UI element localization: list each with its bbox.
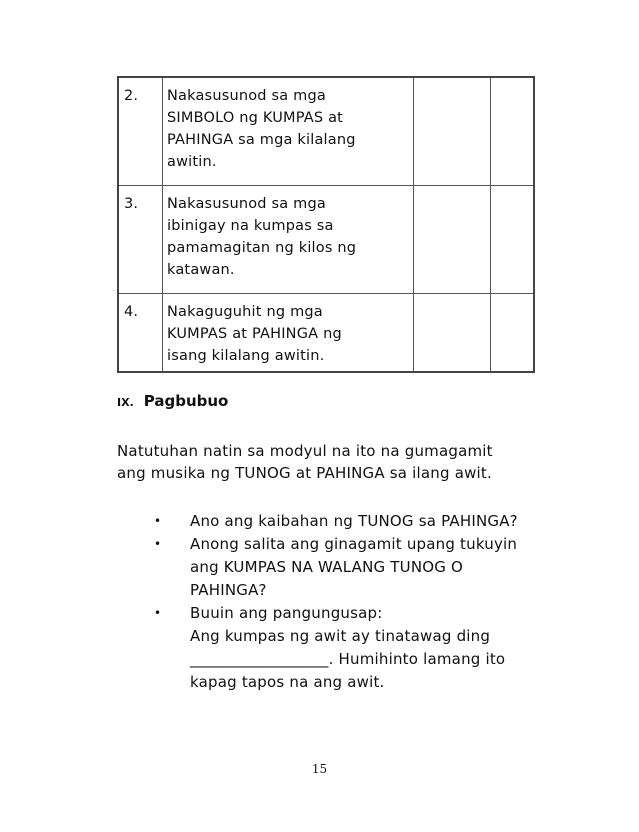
answer-cell[interactable]: [491, 77, 535, 186]
table-row: [118, 77, 534, 186]
question-list: [150, 510, 590, 694]
answer-cell[interactable]: [414, 77, 491, 186]
table-row: [118, 294, 534, 373]
description-line: Nakaguguhit ng mga: [167, 304, 323, 320]
bullet-icon: •: [154, 514, 162, 528]
description-line: KUMPAS at PAHINGA ng: [167, 326, 342, 342]
description-line: PAHINGA sa mga kilalang: [167, 132, 356, 148]
bullet-icon: •: [154, 537, 162, 551]
section-title: Pagbubuo: [143, 392, 229, 410]
description-line: isang kilalang awitin.: [167, 348, 325, 364]
row-number: 2.: [118, 77, 163, 186]
answer-cell[interactable]: [491, 294, 535, 373]
question-line: PAHINGA?: [190, 581, 267, 599]
page-number: 15: [311, 762, 328, 776]
paragraph-line: Natutuhan natin sa modyul na ito na gumagamit: [117, 442, 493, 460]
description-line: SIMBOLO ng KUMPAS at: [167, 110, 344, 126]
fill-in-blank-line: __________________. Humihinto lamang ito: [190, 650, 506, 668]
question-line: Anong salita ang ginagamit upang tukuyin: [190, 535, 518, 553]
description-line: awitin.: [167, 154, 217, 170]
answer-cell[interactable]: [414, 294, 491, 373]
list-item: [150, 533, 590, 602]
description-line: Nakasusunod sa mga: [167, 196, 326, 212]
list-item: [150, 602, 590, 694]
summary-paragraph: [117, 440, 567, 484]
section-numeral: IX.: [117, 396, 134, 409]
description-line: ibinigay na kumpas sa: [167, 218, 334, 234]
question-line: Buuin ang pangungusap:: [190, 604, 383, 622]
row-description: [163, 186, 414, 294]
question-line: Ang kumpas ng awit ay tinatawag ding: [190, 627, 491, 645]
answer-cell[interactable]: [491, 186, 535, 294]
row-description: [163, 77, 414, 186]
description-line: pamamagitan ng kilos ng: [167, 240, 357, 256]
section-heading: [117, 392, 228, 410]
paragraph-line: ang musika ng TUNOG at PAHINGA sa ilang awit.: [117, 464, 492, 482]
question-line: ang KUMPAS NA WALANG TUNOG O: [190, 558, 464, 576]
list-item: [150, 510, 590, 533]
row-number: 3.: [118, 186, 163, 294]
row-number: 4.: [118, 294, 163, 373]
rubric-table: [117, 76, 535, 373]
row-description: [163, 294, 414, 373]
answer-cell[interactable]: [414, 186, 491, 294]
description-line: katawan.: [167, 262, 235, 278]
description-line: Nakasusunod sa mga: [167, 88, 326, 104]
question-line: kapag tapos na ang awit.: [190, 673, 385, 691]
question-line: Ano ang kaibahan ng TUNOG sa PAHINGA?: [190, 512, 518, 530]
bullet-icon: •: [154, 606, 162, 620]
table-row: [118, 186, 534, 294]
